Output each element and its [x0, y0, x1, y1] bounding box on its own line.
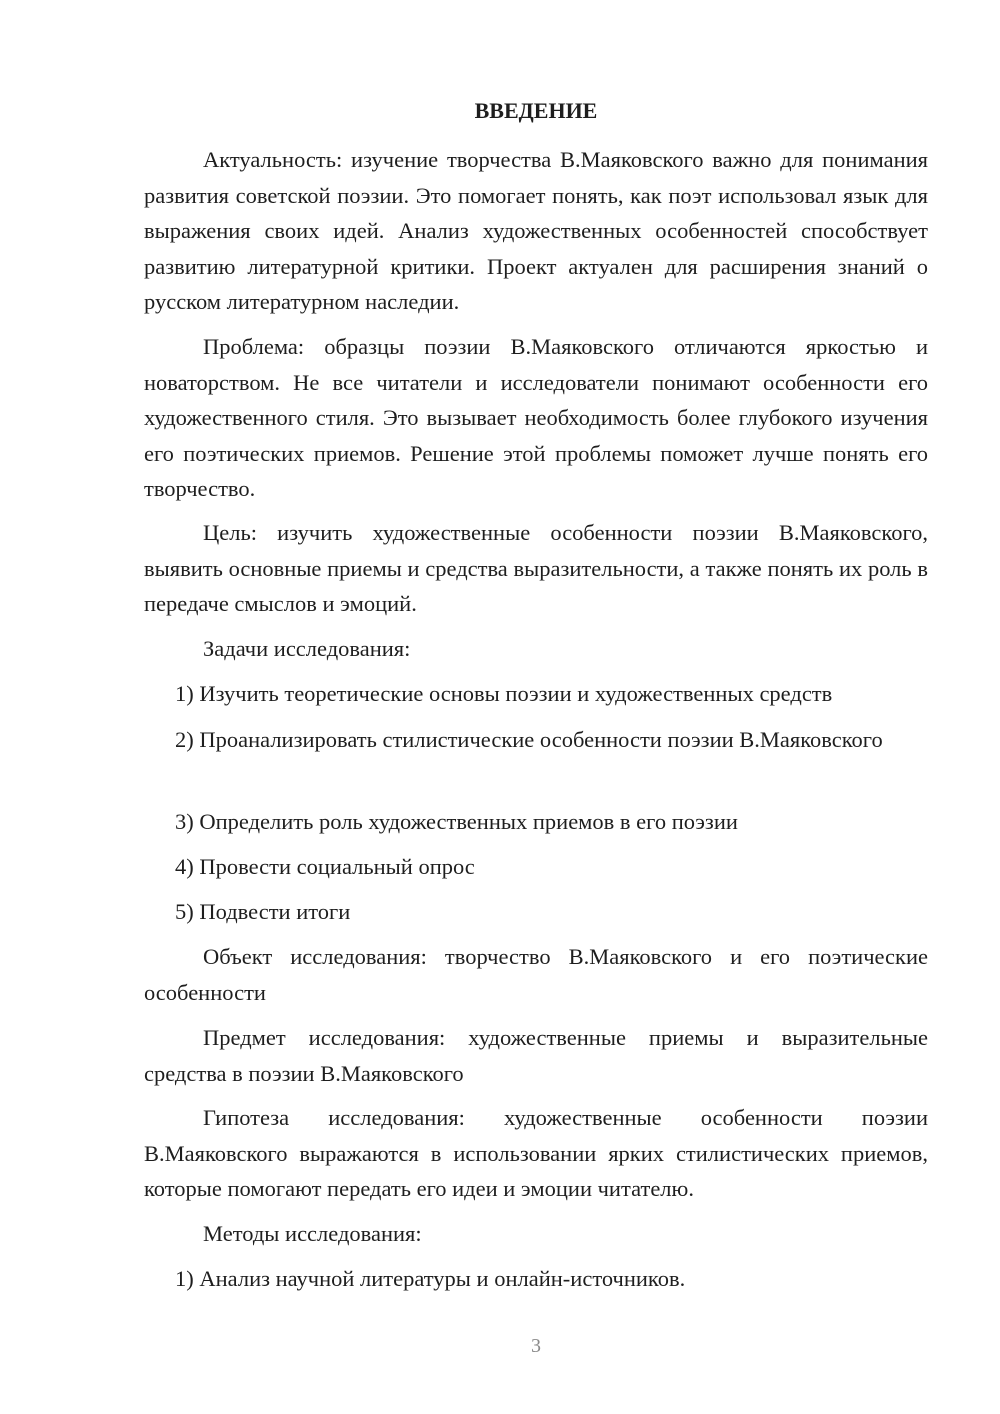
subject-paragraph: Предмет исследования: художественные приемы и выразительные средства в поэзии В.Маяковского — [144, 1025, 928, 1086]
task-item-3: 3) Определить роль художественных приемов в его поэзии — [175, 809, 738, 834]
problem-paragraph: Проблема: образцы поэзии В.Маяковского отличаются яркостью и новаторством. Не все читатели и исследователи понимают особенности его художественного стиля. Это вызывает необходимость более глубокого изучения его поэтических приемов. Решение этой проблемы поможет лучше понять его творчество. — [144, 334, 928, 501]
task-item-5: 5) Подвести итоги — [175, 899, 351, 924]
page-number: 3 — [531, 1335, 541, 1357]
task-item-2: 2) Проанализировать стилистические особенности поэзии В.Маяковского — [175, 727, 883, 752]
methods-heading: Методы исследования: — [203, 1221, 422, 1246]
hypothesis-paragraph: Гипотеза исследования: художественные особенности поэзии В.Маяковского выражаются в использовании ярких стилистических приемов, которые помогают передать его идеи и эмоции читателю. — [144, 1105, 928, 1201]
tasks-heading: Задачи исследования: — [203, 636, 411, 661]
task-item-4: 4) Провести социальный опрос — [175, 854, 475, 879]
relevance-paragraph: Актуальность: изучение творчества В.Маяковского важно для понимания развития советской поэзии. Это помогает понять, как поэт использовал язык для выражения своих идей. Анализ художественных особенностей способствует развитию литературной критики. Проект актуален для расширения знаний о русском литературном наследии. — [144, 147, 928, 314]
goal-paragraph: Цель: изучить художественные особенности поэзии В.Маяковского, выявить основные приемы и средства выразительности, а также понять их роль в передаче смыслов и эмоций. — [144, 520, 928, 616]
page-title: ВВЕДЕНИЕ — [474, 98, 598, 123]
object-paragraph: Объект исследования: творчество В.Маяковского и его поэтические особенности — [144, 944, 928, 1005]
method-item-1: 1) Анализ научной литературы и онлайн-источников. — [175, 1266, 686, 1291]
task-item-1: 1) Изучить теоретические основы поэзии и художественных средств — [175, 681, 833, 706]
